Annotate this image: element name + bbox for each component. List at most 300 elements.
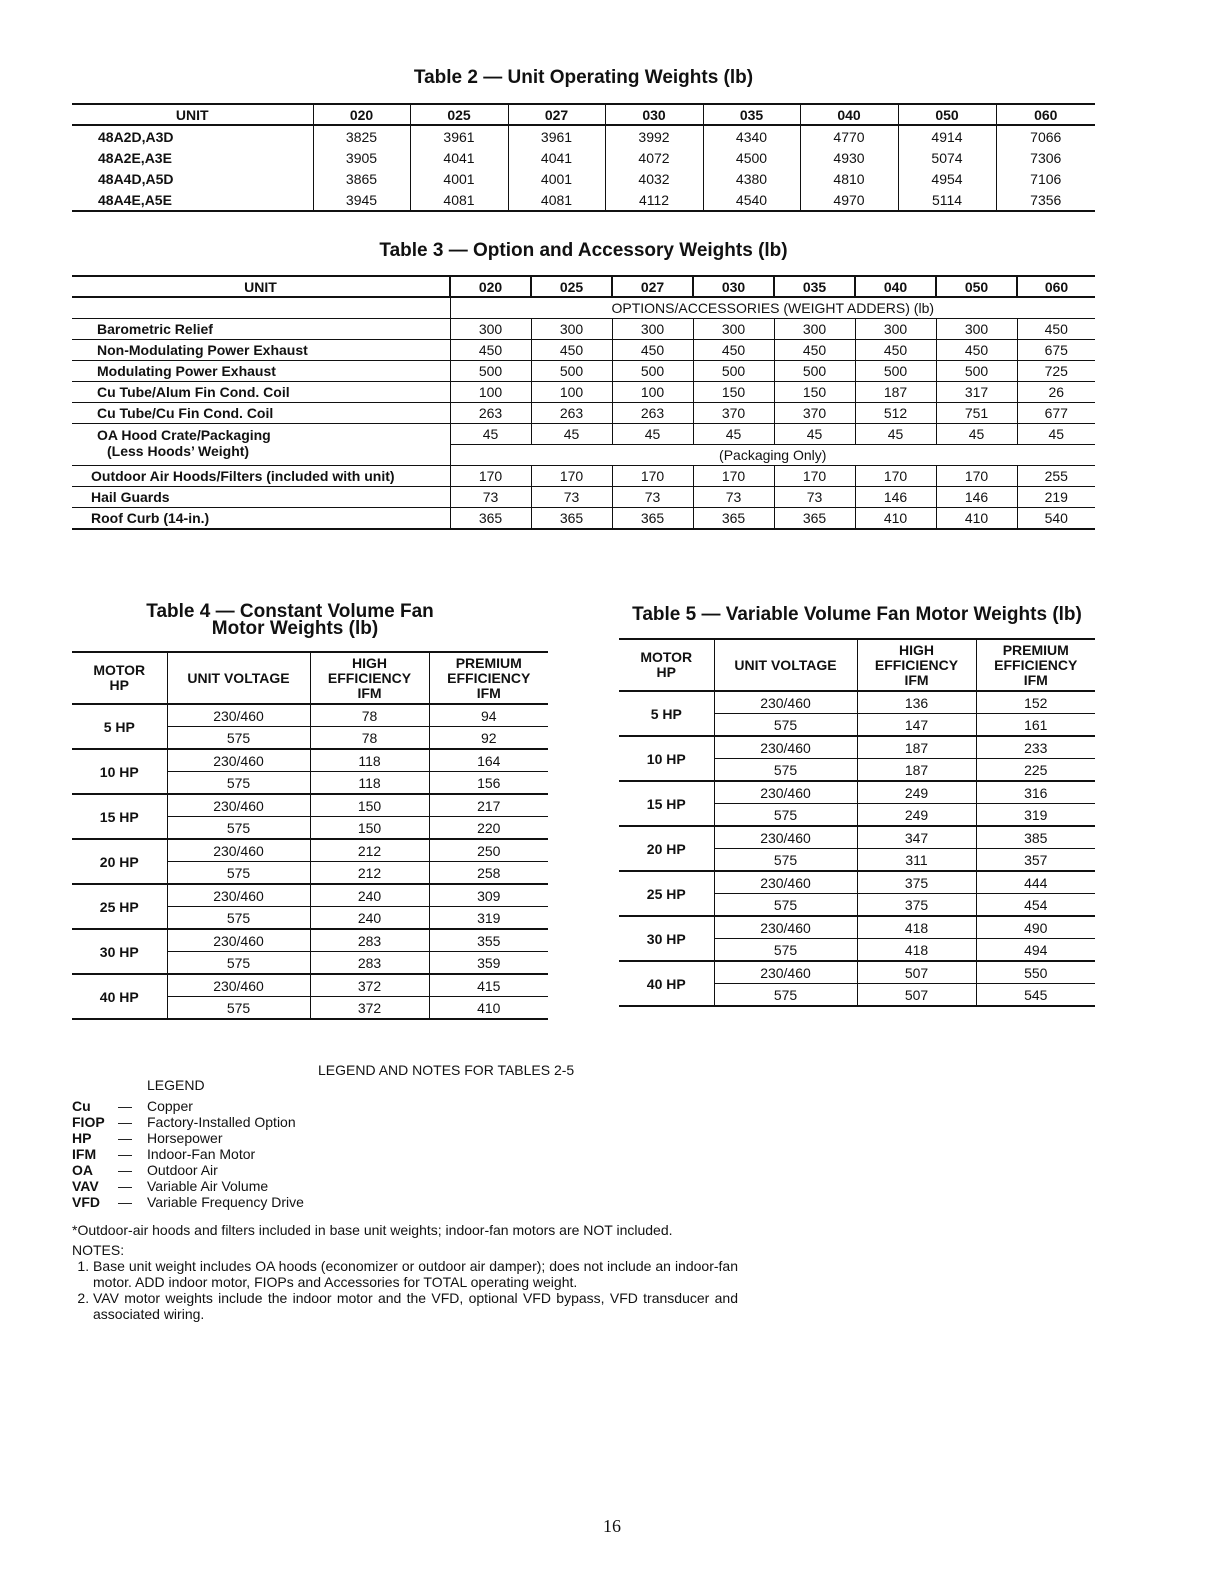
table4-unit-voltage: 575: [167, 952, 310, 975]
table3-value-cell: 100: [531, 382, 612, 403]
table2-row: [72, 168, 1095, 189]
table2-value-cell: 4540: [703, 189, 800, 211]
table4-high-efficiency-ifm: 372: [310, 997, 429, 1020]
table3-value-cell: 255: [1017, 466, 1095, 487]
legend-definition: Copper: [147, 1098, 193, 1114]
table3-value-cell: 317: [936, 382, 1017, 403]
table3-value-cell: 450: [612, 340, 693, 361]
table5-header-premium: [976, 639, 1095, 691]
table2-unit-cell: 48A2D,A3D: [98, 128, 174, 145]
legend-dash: —: [118, 1114, 132, 1130]
table4-row: [72, 839, 548, 862]
table5-high-efficiency-ifm: 507: [857, 961, 976, 984]
table3-value-cell: 500: [855, 361, 936, 382]
table5-unit-voltage: 575: [714, 714, 857, 737]
table5-high-efficiency-ifm: 347: [857, 826, 976, 849]
legend-item: [72, 1178, 304, 1194]
legend-item: [72, 1114, 304, 1130]
table2-value-cell: 4041: [410, 147, 508, 168]
table5-high-efficiency-ifm: 375: [857, 894, 976, 917]
note-item: 2. VAV motor weights include the indoor motor and the VFD, optional VFD bypass, VFD transducer and associated wiring.: [93, 1290, 738, 1322]
table4-header-voltage: UNIT VOLTAGE: [167, 652, 310, 704]
table3-row: [72, 319, 1095, 340]
table4-premium-efficiency-ifm: 94: [429, 704, 548, 727]
table3-value-cell: 170: [450, 466, 531, 487]
table4-unit-voltage: 575: [167, 907, 310, 930]
table5-variable-volume-fan-motor-weights: [619, 638, 1095, 1007]
legend-dash: —: [118, 1098, 132, 1114]
table4-unit-voltage: 230/460: [167, 929, 310, 952]
table2-value-cell: 7066: [996, 125, 1095, 147]
table2-unit-cell: 48A2E,A3E: [98, 149, 172, 166]
table5-header-high-line3: IFM: [904, 671, 929, 688]
table3-item-name: Outdoor Air Hoods/Filters (included with unit): [72, 466, 450, 487]
table3-value-cell: 263: [531, 403, 612, 424]
table4-high-efficiency-ifm: 240: [310, 907, 429, 930]
notes-heading: NOTES:: [72, 1242, 125, 1258]
table5-premium-efficiency-ifm: 545: [976, 984, 1095, 1007]
table3-value-cell: 73: [450, 487, 531, 508]
table3-item-name: Non-Modulating Power Exhaust: [72, 340, 450, 361]
table2-value-cell: 3865: [313, 168, 410, 189]
table5-unit-voltage: 575: [714, 984, 857, 1007]
table5-unit-voltage: 230/460: [714, 871, 857, 894]
table3-value-cell: 410: [936, 508, 1017, 530]
table3-value-cell: 100: [450, 382, 531, 403]
table3-header-040: 040: [855, 276, 936, 297]
table4-high-efficiency-ifm: 150: [310, 817, 429, 840]
legend-dash: —: [118, 1162, 132, 1178]
table4-unit-voltage: 575: [167, 727, 310, 750]
note-item: 1. Base unit weight includes OA hoods (economizer or outdoor air damper); does not include an indoor-fan motor. ADD indoor motor, FIOPs and Accessories for TOTAL operating weight.: [93, 1258, 738, 1290]
table4-motor-hp: 30 HP: [72, 929, 167, 974]
table3-value-cell: 300: [855, 319, 936, 340]
table2-value-cell: 4081: [410, 189, 508, 211]
table5-premium-efficiency-ifm: 494: [976, 939, 1095, 962]
table3-value-cell: 450: [936, 340, 1017, 361]
table2-value-cell: 7356: [996, 189, 1095, 211]
table2-value-cell: 4500: [703, 147, 800, 168]
table4-high-efficiency-ifm: 150: [310, 794, 429, 817]
table2-header-035: 035: [703, 104, 800, 125]
table5-motor-hp: 25 HP: [619, 871, 714, 916]
legend-definition: Factory-Installed Option: [147, 1114, 296, 1130]
table2-header-060: 060: [996, 104, 1095, 125]
table3-value-cell: 500: [693, 361, 774, 382]
legend-abbr: VAV: [72, 1178, 99, 1194]
table3-value-cell: 170: [936, 466, 1017, 487]
table2-value-cell: 4770: [800, 125, 898, 147]
legend-item: [72, 1194, 304, 1210]
table5-high-efficiency-ifm: 249: [857, 781, 976, 804]
legend-title: LEGEND AND NOTES FOR TABLES 2-5: [318, 1062, 575, 1078]
table4-header-high-line2: EFFICIENCY: [327, 669, 412, 686]
table2-value-cell: 4930: [800, 147, 898, 168]
table3-value-cell: 73: [774, 487, 855, 508]
table5-unit-voltage: 575: [714, 894, 857, 917]
table4-header-high-line1: HIGH: [352, 654, 387, 671]
table5-motor-hp: 5 HP: [619, 691, 714, 736]
table4-high-efficiency-ifm: 240: [310, 884, 429, 907]
table4-unit-voltage: 230/460: [167, 704, 310, 727]
table4-unit-voltage: 575: [167, 997, 310, 1020]
table5-row: [619, 871, 1095, 894]
table2-unit-cell: 48A4D,A5D: [98, 170, 174, 187]
notes-list: [72, 1258, 738, 1322]
table3-subheader-row: [72, 297, 1095, 319]
table3-value-cell: 73: [531, 487, 612, 508]
table5-high-efficiency-ifm: 507: [857, 984, 976, 1007]
table4-premium-efficiency-ifm: 164: [429, 749, 548, 772]
table4-header-premium-line1: PREMIUM: [455, 654, 522, 671]
table5-header-high: [857, 639, 976, 691]
table5-row: [619, 781, 1095, 804]
table3-value-cell: 540: [1017, 508, 1095, 530]
table3-value-cell: 146: [936, 487, 1017, 508]
table4-row: [72, 794, 548, 817]
table2-value-cell: 3961: [410, 125, 508, 147]
table3-value-cell: 365: [693, 508, 774, 530]
legend-abbr: VFD: [72, 1194, 100, 1210]
table5-premium-efficiency-ifm: 357: [976, 849, 1095, 872]
table4-premium-efficiency-ifm: 309: [429, 884, 548, 907]
table3-value-cell: 170: [855, 466, 936, 487]
table3-item-name: Cu Tube/Alum Fin Cond. Coil: [72, 382, 450, 403]
table2-value-cell: 4032: [605, 168, 703, 189]
table3-packaging-note: (Packaging Only): [450, 445, 1095, 466]
table4-unit-voltage: 230/460: [167, 974, 310, 997]
table5-title: Table 5 — Variable Volume Fan Motor Weights (lb): [632, 604, 1082, 625]
table5-header-voltage: UNIT VOLTAGE: [714, 639, 857, 691]
table4-premium-efficiency-ifm: 156: [429, 772, 548, 795]
table5-high-efficiency-ifm: 136: [857, 691, 976, 714]
table5-unit-voltage: 575: [714, 849, 857, 872]
table5-unit-voltage: 230/460: [714, 916, 857, 939]
table2-header-030: 030: [605, 104, 703, 125]
table5-header-row: [619, 639, 1095, 691]
table2-header-027: 027: [508, 104, 605, 125]
table5-premium-efficiency-ifm: 385: [976, 826, 1095, 849]
table4-header-motor-line2: HP: [109, 677, 129, 693]
table5-row: [619, 961, 1095, 984]
table2-value-cell: 4081: [508, 189, 605, 211]
legend-dash: —: [118, 1178, 132, 1194]
table5-unit-voltage: 230/460: [714, 736, 857, 759]
table3-value-cell: 45: [450, 424, 531, 445]
notes-star-footnote: *Outdoor-air hoods and filters included in base unit weights; indoor-fan motors are NOT included.: [72, 1222, 673, 1238]
table4-header-premium-line3: IFM: [476, 684, 501, 701]
legend-definition: Horsepower: [147, 1130, 223, 1146]
table2-title: Table 2 — Unit Operating Weights (lb): [413, 67, 754, 88]
table5-motor-hp: 10 HP: [619, 736, 714, 781]
table3-value-cell: 45: [531, 424, 612, 445]
table5-row: [619, 826, 1095, 849]
legend-dash: —: [118, 1194, 132, 1210]
table5-high-efficiency-ifm: 418: [857, 916, 976, 939]
table3-value-cell: 500: [612, 361, 693, 382]
table2-value-cell: 4970: [800, 189, 898, 211]
table5-unit-voltage: 575: [714, 939, 857, 962]
table3-value-cell: 73: [612, 487, 693, 508]
table3-item-name: Modulating Power Exhaust: [72, 361, 450, 382]
table5-header-motor-line2: HP: [656, 664, 676, 680]
table3-value-cell: 370: [693, 403, 774, 424]
table3-value-cell: 150: [774, 382, 855, 403]
table2-unit-cell: 48A4E,A5E: [98, 191, 172, 208]
table2-value-cell: 4954: [898, 168, 996, 189]
table3-row: [72, 340, 1095, 361]
table3-value-cell: 450: [450, 340, 531, 361]
table3-value-cell: 170: [693, 466, 774, 487]
table2-header-050: 050: [898, 104, 996, 125]
legend-abbr: OA: [72, 1162, 93, 1178]
table5-header-motor-line1: MOTOR: [640, 649, 693, 665]
table2-value-cell: 4380: [703, 168, 800, 189]
table2-header-row: [72, 104, 1095, 125]
table3-subheader: OPTIONS/ACCESSORIES (WEIGHT ADDERS) (lb): [450, 297, 1095, 319]
legend-dash: —: [118, 1146, 132, 1162]
table4-premium-efficiency-ifm: 92: [429, 727, 548, 750]
table2-value-cell: 4001: [508, 168, 605, 189]
table3-row: [72, 361, 1095, 382]
table5-header-premium-line1: PREMIUM: [1002, 641, 1069, 658]
table2-row: [72, 189, 1095, 211]
legend-heading: LEGEND: [147, 1077, 205, 1093]
table4-high-efficiency-ifm: 372: [310, 974, 429, 997]
table5-high-efficiency-ifm: 375: [857, 871, 976, 894]
table5-premium-efficiency-ifm: 444: [976, 871, 1095, 894]
table2-header-020: 020: [313, 104, 410, 125]
table3-value-cell: 45: [612, 424, 693, 445]
table2-header-025: 025: [410, 104, 508, 125]
table4-motor-hp: 5 HP: [72, 704, 167, 749]
table5-premium-efficiency-ifm: 161: [976, 714, 1095, 737]
table5-unit-voltage: 575: [714, 804, 857, 827]
table3-value-cell: 146: [855, 487, 936, 508]
table4-unit-voltage: 575: [167, 862, 310, 885]
table3-value-cell: 170: [612, 466, 693, 487]
table5-header-high-line2: EFFICIENCY: [874, 656, 959, 673]
table4-title-line1: Table 4 — Constant Volume Fan: [146, 601, 434, 622]
table5-unit-voltage: 230/460: [714, 781, 857, 804]
table2-value-cell: 4041: [508, 147, 605, 168]
table3-row: [72, 382, 1095, 403]
table4-row: [72, 704, 548, 727]
table3-value-cell: 450: [531, 340, 612, 361]
table3-value-cell: 677: [1017, 403, 1095, 424]
legend-item: [72, 1130, 304, 1146]
table3-value-cell: 370: [774, 403, 855, 424]
legend-item: [72, 1146, 304, 1162]
table4-high-efficiency-ifm: 78: [310, 704, 429, 727]
table3-value-cell: 263: [612, 403, 693, 424]
table4-row: [72, 884, 548, 907]
table5-unit-voltage: 230/460: [714, 826, 857, 849]
table3-title: Table 3 — Option and Accessory Weights (lb): [379, 240, 788, 261]
table2-row: [72, 125, 1095, 147]
table5-high-efficiency-ifm: 187: [857, 759, 976, 782]
table3-header-030: 030: [693, 276, 774, 297]
table3-header-unit: UNIT: [72, 276, 450, 297]
table3-value-cell: 500: [450, 361, 531, 382]
table2-value-cell: 4112: [605, 189, 703, 211]
table4-high-efficiency-ifm: 78: [310, 727, 429, 750]
table2-value-cell: 4001: [410, 168, 508, 189]
legend-abbr: HP: [72, 1130, 92, 1146]
table4-premium-efficiency-ifm: 217: [429, 794, 548, 817]
table4-unit-voltage: 575: [167, 772, 310, 795]
table4-unit-voltage: 230/460: [167, 794, 310, 817]
table5-high-efficiency-ifm: 147: [857, 714, 976, 737]
table3-header-row: [72, 276, 1095, 297]
table4-row: [72, 974, 548, 997]
table2-header-unit: UNIT: [72, 104, 313, 125]
table3-value-cell: 365: [450, 508, 531, 530]
table2-value-cell: 3945: [313, 189, 410, 211]
table3-value-cell: 751: [936, 403, 1017, 424]
table3-row: [72, 508, 1095, 530]
table2-row: [72, 147, 1095, 168]
table4-header-motor-line1: MOTOR: [93, 662, 146, 678]
table5-premium-efficiency-ifm: 550: [976, 961, 1095, 984]
table2-value-cell: 4810: [800, 168, 898, 189]
table4-unit-voltage: 230/460: [167, 749, 310, 772]
table3-item-name: [72, 424, 450, 466]
page-number: 16: [603, 1516, 621, 1536]
table4-premium-efficiency-ifm: 220: [429, 817, 548, 840]
table4-high-efficiency-ifm: 212: [310, 839, 429, 862]
table3-value-cell: 263: [450, 403, 531, 424]
table2-value-cell: 4072: [605, 147, 703, 168]
legend-definition: Outdoor Air: [147, 1162, 218, 1178]
table3-value-cell: 450: [774, 340, 855, 361]
table2-value-cell: 5114: [898, 189, 996, 211]
table5-motor-hp: 40 HP: [646, 975, 686, 992]
table3-item-name: Hail Guards: [72, 487, 450, 508]
table3-value-cell: 170: [531, 466, 612, 487]
table5-premium-efficiency-ifm: 233: [976, 736, 1095, 759]
table3-value-cell: 512: [855, 403, 936, 424]
table4-premium-efficiency-ifm: 415: [429, 974, 548, 997]
table2-value-cell: 7106: [996, 168, 1095, 189]
table3-item-name: Barometric Relief: [72, 319, 450, 340]
table3-item-name-line2: (Less Hoods’ Weight): [107, 443, 250, 459]
table5-row: [619, 736, 1095, 759]
table3-value-cell: 450: [1017, 319, 1095, 340]
table4-constant-volume-fan-motor-weights: [72, 651, 548, 1020]
table3-value-cell: 365: [774, 508, 855, 530]
table4-premium-efficiency-ifm: 355: [429, 929, 548, 952]
table2-unit-operating-weights: [72, 103, 1095, 212]
table5-unit-voltage: 575: [714, 759, 857, 782]
table3-value-cell: 410: [855, 508, 936, 530]
table3-item-name-line1: OA Hood Crate/Packaging: [97, 427, 271, 443]
table5-header-high-line1: HIGH: [899, 641, 934, 658]
legend-definition: Variable Frequency Drive: [147, 1194, 304, 1210]
table4-header-high-line3: IFM: [357, 684, 382, 701]
table3-value-cell: 675: [1017, 340, 1095, 361]
table2-header-040: 040: [800, 104, 898, 125]
table3-value-cell: 100: [612, 382, 693, 403]
table3-value-cell: 73: [693, 487, 774, 508]
table3-value-cell: 300: [450, 319, 531, 340]
table4-header-premium-line2: EFFICIENCY: [447, 669, 531, 686]
table4-premium-efficiency-ifm: 410: [429, 997, 548, 1020]
table3-value-cell: 500: [936, 361, 1017, 382]
table4-unit-voltage: 230/460: [167, 884, 310, 907]
table3-value-cell: 500: [531, 361, 612, 382]
table3-value-cell: 45: [855, 424, 936, 445]
table4-premium-efficiency-ifm: 258: [429, 862, 548, 885]
table3-value-cell: 45: [1017, 424, 1095, 445]
table5-header-premium-line2: EFFICIENCY: [994, 656, 1078, 673]
table4-motor-hp: 25 HP: [72, 884, 167, 929]
table3-item-name: Cu Tube/Cu Fin Cond. Coil: [72, 403, 450, 424]
table5-high-efficiency-ifm: 311: [857, 849, 976, 872]
table3-value-cell: 150: [693, 382, 774, 403]
legend-abbr: Cu: [72, 1098, 91, 1114]
table3-value-cell: 365: [612, 508, 693, 530]
table4-premium-efficiency-ifm: 319: [429, 907, 548, 930]
table4-high-efficiency-ifm: 118: [310, 772, 429, 795]
table3-value-cell: 187: [855, 382, 936, 403]
table3-header-020: 020: [450, 276, 531, 297]
table5-high-efficiency-ifm: 187: [857, 736, 976, 759]
legend-dash: —: [118, 1130, 132, 1146]
table5-unit-voltage: 230/460: [714, 961, 857, 984]
table4-high-efficiency-ifm: 283: [310, 929, 429, 952]
table4-premium-efficiency-ifm: 250: [429, 839, 548, 862]
table4-high-efficiency-ifm: 212: [310, 862, 429, 885]
table3-option-accessory-weights: [72, 275, 1095, 530]
table5-premium-efficiency-ifm: 454: [976, 894, 1095, 917]
table5-row: [619, 691, 1095, 714]
table3-row: [72, 487, 1095, 508]
table2-value-cell: 3905: [313, 147, 410, 168]
table3-value-cell: 300: [531, 319, 612, 340]
table4-header-row: [72, 652, 548, 704]
table4-high-efficiency-ifm: 283: [310, 952, 429, 975]
notes: [72, 1222, 738, 1322]
table3-subheader-blank: [72, 297, 450, 319]
legend-abbr: IFM: [72, 1146, 97, 1162]
table3-row: [72, 403, 1095, 424]
table3-value-cell: 170: [774, 466, 855, 487]
table3-value-cell: 45: [774, 424, 855, 445]
table2-value-cell: 3825: [313, 125, 410, 147]
legend-definition: Indoor-Fan Motor: [147, 1146, 256, 1162]
table4-unit-voltage: 575: [167, 817, 310, 840]
legend-abbr: FIOP: [72, 1114, 105, 1130]
table3-value-cell: 450: [855, 340, 936, 361]
table3-value-cell: 500: [774, 361, 855, 382]
table3-value-cell: 300: [693, 319, 774, 340]
table2-value-cell: 7306: [996, 147, 1095, 168]
table5-premium-efficiency-ifm: 490: [976, 916, 1095, 939]
table3-value-cell: 26: [1017, 382, 1095, 403]
table4-title: [72, 603, 548, 637]
table5-premium-efficiency-ifm: 225: [976, 759, 1095, 782]
table4-header-high: [310, 652, 429, 704]
table5-header-motor: [619, 639, 714, 691]
table5-row: [619, 916, 1095, 939]
table3-row: [72, 424, 1095, 445]
table2-value-cell: 4914: [898, 125, 996, 147]
table2-value-cell: 3961: [508, 125, 605, 147]
table3-header-060: 060: [1017, 276, 1095, 297]
legend-list: [72, 1098, 304, 1210]
table3-value-cell: 300: [936, 319, 1017, 340]
